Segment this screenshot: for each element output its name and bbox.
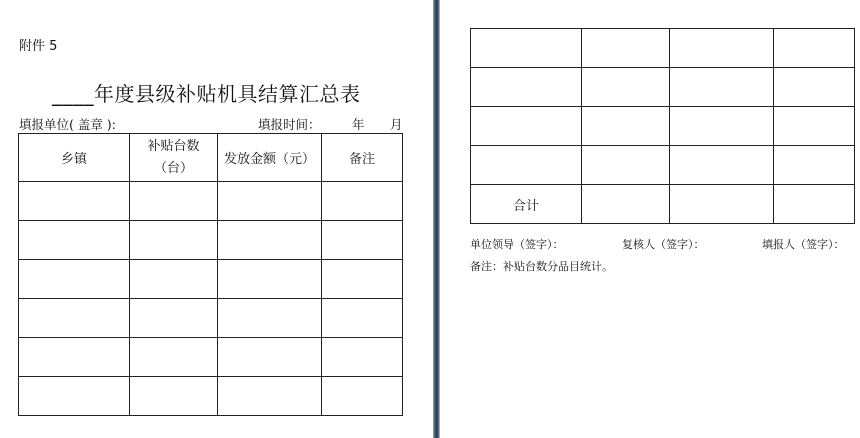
- total-row: [471, 185, 855, 224]
- header-subsidy-count-line1: 补贴台数: [147, 138, 200, 154]
- table-cell[interactable]: [670, 29, 774, 68]
- table-cell[interactable]: [322, 299, 403, 338]
- header-remarks: 备注: [322, 134, 403, 182]
- table-cell[interactable]: [19, 221, 130, 260]
- table-cell[interactable]: [19, 182, 130, 221]
- table-cell[interactable]: [218, 182, 322, 221]
- table-row: [19, 299, 403, 338]
- table-cell[interactable]: [19, 260, 130, 299]
- table-cell[interactable]: [670, 146, 774, 185]
- table-cell[interactable]: [130, 182, 218, 221]
- summary-table-continued: [470, 28, 855, 224]
- table-row: [471, 146, 855, 185]
- footnote: 备注：补贴台数分品目统计。: [470, 260, 613, 273]
- table-cell[interactable]: [218, 338, 322, 377]
- fill-unit-label: 填报单位( 盖章 ):: [19, 117, 116, 132]
- table-cell[interactable]: [19, 338, 130, 377]
- table-cell[interactable]: [218, 260, 322, 299]
- table-cell[interactable]: [774, 107, 855, 146]
- table-cell[interactable]: [322, 182, 403, 221]
- table-cell[interactable]: [130, 221, 218, 260]
- table-row: [471, 68, 855, 107]
- table-row: [471, 29, 855, 68]
- table-cell[interactable]: [471, 107, 582, 146]
- attachment-label: 附件 5: [19, 39, 58, 54]
- header-subsidy-count: [130, 134, 218, 182]
- table-cell[interactable]: [471, 29, 582, 68]
- table-cell[interactable]: [130, 260, 218, 299]
- fill-time-label: 填报时间：: [258, 117, 321, 132]
- table-cell[interactable]: [19, 299, 130, 338]
- table-cell[interactable]: [582, 29, 670, 68]
- table-cell[interactable]: [670, 68, 774, 107]
- reviewer-signature: 复核人（签字）：: [622, 238, 705, 251]
- table-cell[interactable]: [322, 260, 403, 299]
- filler-signature: 填报人（签字）：: [762, 238, 845, 251]
- total-label: 合计: [471, 185, 582, 224]
- table-cell[interactable]: [582, 68, 670, 107]
- table-cell[interactable]: [130, 338, 218, 377]
- table-cell[interactable]: [130, 299, 218, 338]
- table-cell[interactable]: [774, 68, 855, 107]
- table-cell[interactable]: [322, 338, 403, 377]
- table-cell[interactable]: [130, 377, 218, 416]
- table-cell[interactable]: [471, 68, 582, 107]
- table-cell[interactable]: [218, 221, 322, 260]
- table-cell[interactable]: [670, 185, 774, 224]
- header-township: 乡镇: [19, 134, 130, 182]
- unit-leader-signature: 单位领导（签字）：: [470, 238, 564, 251]
- table-cell[interactable]: [774, 185, 855, 224]
- form-title: ____年度县级补贴机具结算汇总表: [52, 82, 361, 106]
- summary-table: [18, 133, 403, 416]
- page-divider: [433, 0, 440, 438]
- table-row: [19, 377, 403, 416]
- table-cell[interactable]: [582, 185, 670, 224]
- month-label: 月: [390, 117, 403, 132]
- header-amount: 发放金额（元）: [218, 134, 322, 182]
- table-row: [19, 260, 403, 299]
- year-label: 年: [352, 117, 365, 132]
- table-cell[interactable]: [774, 146, 855, 185]
- table-cell[interactable]: [582, 146, 670, 185]
- table-cell[interactable]: [218, 299, 322, 338]
- table-cell[interactable]: [582, 107, 670, 146]
- table-header-row: [19, 134, 403, 182]
- table-cell[interactable]: [19, 377, 130, 416]
- table-cell[interactable]: [218, 377, 322, 416]
- table-row: [19, 221, 403, 260]
- right-page: [440, 0, 860, 438]
- table-row: [19, 182, 403, 221]
- table-cell[interactable]: [322, 221, 403, 260]
- table-cell[interactable]: [774, 29, 855, 68]
- table-row: [471, 107, 855, 146]
- table-cell[interactable]: [670, 107, 774, 146]
- table-row: [19, 338, 403, 377]
- header-subsidy-count-line2: （台）: [153, 160, 193, 176]
- table-cell[interactable]: [322, 377, 403, 416]
- table-cell[interactable]: [471, 146, 582, 185]
